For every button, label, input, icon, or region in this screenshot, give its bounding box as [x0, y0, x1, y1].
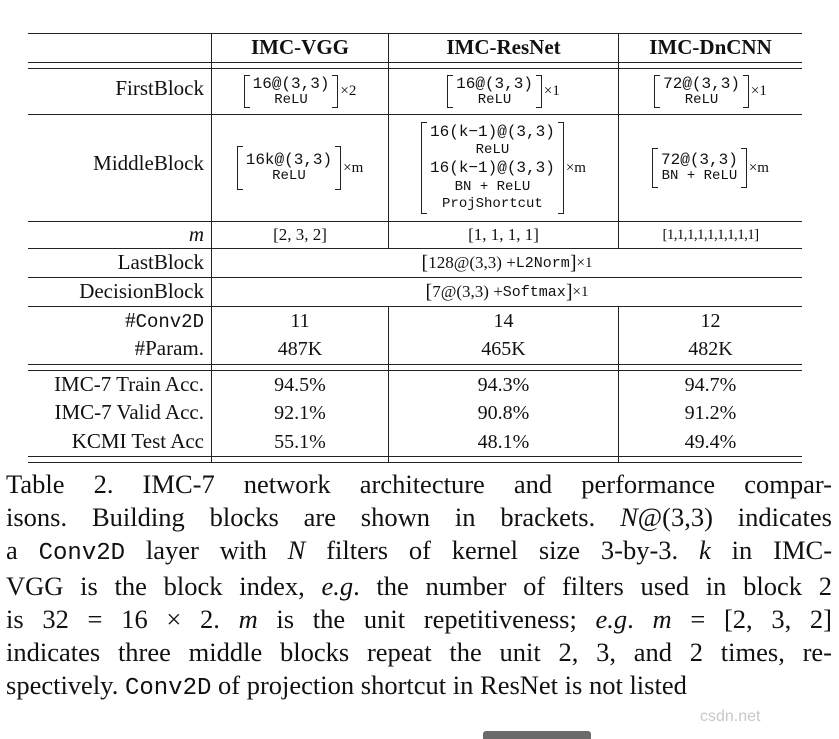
conv2d-mono-label: Conv2D [135, 311, 204, 333]
matrix-line: 16(k−1)@(3,3) [430, 159, 555, 178]
caption-line: a Conv2D layer with N filters of kernel size 3-by-3. k in IMC- [6, 535, 833, 567]
open-bracket: [ [421, 251, 429, 274]
row-label-train: IMC-7 Train Acc. [54, 372, 204, 396]
matrix-line: 72@(3,3) [663, 74, 740, 93]
conv2d-dncnn: 12 [700, 309, 721, 332]
caption-line: is 32 = 16 × 2. m is the unit repetitiveness; e.g. m = [2, 3, 2] [6, 604, 832, 634]
bracket-matrix [237, 146, 341, 189]
test-acc-dncnn: 49.4% [684, 430, 737, 453]
lastblock-shared [212, 249, 802, 277]
middleblock-vgg [212, 115, 388, 221]
watermark: csdn.net [700, 708, 761, 725]
matrix-line: BN + ReLU [661, 168, 738, 185]
caption-line: Table 2. IMC-7 network architecture and performance compar- [6, 469, 832, 499]
col-header-dncnn: IMC-DnCNN [649, 35, 772, 59]
middleblock-resnet [389, 115, 618, 221]
caption-line: indicates three middle blocks repeat the unit 2, 3, and 2 times, re- [6, 637, 832, 667]
conv2d-vgg: 11 [290, 309, 310, 332]
matrix-line: 16@(3,3) [456, 74, 533, 93]
m-value-vgg: [2, 3, 2] [273, 225, 327, 244]
row-label-lastblock: LastBlock [117, 250, 204, 274]
train-acc-dncnn: 94.7% [684, 373, 737, 396]
multiplier: ×2 [340, 83, 357, 99]
col-header-resnet: IMC-ResNet [446, 35, 561, 59]
row-label-firstblock: FirstBlock [115, 76, 204, 100]
multiplier: ×1 [543, 83, 560, 99]
multiplier: ×1 [576, 254, 593, 271]
lastblock-inner: 128@(3,3) + [428, 253, 516, 272]
row-label-m: m [188, 222, 204, 246]
multiplier: ×m [343, 159, 364, 176]
bracket-matrix [244, 75, 339, 108]
bracket-matrix [652, 148, 747, 187]
decisionblock-inner: 7@(3,3) + [432, 282, 503, 301]
param-dncnn: 482K [688, 337, 733, 360]
multiplier: ×1 [572, 283, 589, 300]
param-resnet: 465K [481, 337, 526, 360]
bracket-matrix [654, 75, 749, 108]
valid-acc-dncnn: 91.2% [684, 401, 737, 424]
row-label-valid: IMC-7 Valid Acc. [54, 400, 204, 424]
matrix-line: 16(k−1)@(3,3) [430, 122, 555, 141]
matrix-line: 72@(3,3) [661, 151, 738, 170]
caption-line: spectively. Conv2D of projection shortcut in ResNet is not listed [6, 670, 687, 702]
row-label-test: KCMI Test Acc [71, 429, 204, 453]
caption-line: VGG is the block index, e.g. the number of filters used in block 2 [6, 571, 832, 601]
row-label-param: #Param. [134, 336, 204, 360]
firstblock-resnet [389, 69, 618, 114]
row-label-middleblock: MiddleBlock [93, 151, 204, 175]
middleblock-dncnn [619, 115, 802, 221]
open-bracket: [ [425, 280, 433, 303]
m-value-resnet: [1, 1, 1, 1] [468, 225, 539, 244]
param-vgg: 487K [277, 337, 323, 360]
test-acc-resnet: 48.1% [477, 430, 530, 453]
multiplier: ×1 [750, 83, 767, 99]
valid-acc-resnet: 90.8% [477, 401, 530, 424]
matrix-line: ReLU [274, 91, 308, 108]
multiplier: ×m [748, 159, 769, 176]
softmax-op: Softmax [502, 283, 566, 301]
matrix-line: ReLU [684, 91, 719, 108]
matrix-line: ProjShortcut [442, 196, 543, 213]
matrix-line: BN + ReLU [454, 178, 531, 195]
l2norm-op: L2Norm [515, 254, 570, 272]
test-acc-vgg: 55.1% [274, 430, 326, 453]
matrix-line: ReLU [477, 91, 512, 108]
table-caption [6, 468, 832, 705]
row-label-decisionblock: DecisionBlock [79, 279, 204, 303]
col-header-vgg: IMC-VGG [251, 35, 349, 59]
matrix-line: ReLU [272, 168, 306, 185]
scroll-handle[interactable] [483, 731, 591, 739]
matrix-line: ReLU [475, 142, 510, 159]
close-bracket: ] [565, 280, 573, 303]
firstblock-dncnn [619, 69, 802, 114]
multiplier: ×m [565, 159, 586, 176]
train-acc-resnet: 94.3% [477, 373, 530, 396]
m-value-dncnn: [1,1,1,1,1,1,1,1,1] [662, 226, 759, 243]
bracket-matrix [421, 122, 564, 214]
train-acc-vgg: 94.5% [274, 373, 326, 396]
bracket-matrix [447, 75, 542, 108]
decisionblock-shared [212, 278, 802, 306]
caption-line: isons. Building blocks are shown in brackets. N@(3,3) indicates [6, 502, 832, 532]
close-bracket: ] [569, 251, 577, 274]
matrix-line: 16k@(3,3) [245, 151, 333, 170]
row-label-conv2d [125, 308, 204, 333]
hash-prefix: # [125, 308, 136, 332]
matrix-line: 16@(3,3) [252, 74, 330, 93]
valid-acc-vgg: 92.1% [274, 401, 326, 424]
conv2d-resnet: 14 [493, 309, 514, 332]
firstblock-vgg [212, 69, 388, 114]
